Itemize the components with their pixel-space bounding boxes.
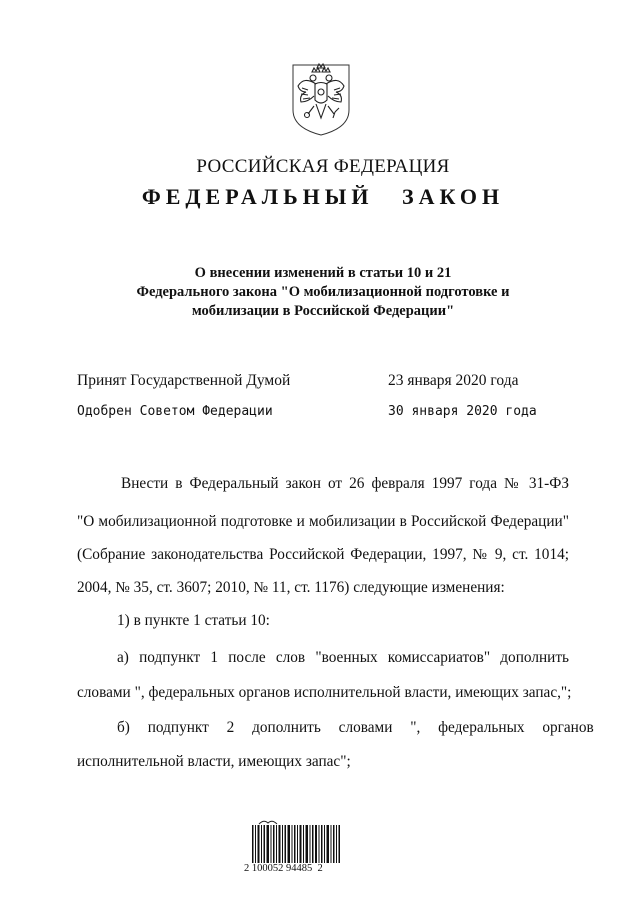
- law-title-line: О внесении изменений в статьи 10 и 21: [194, 265, 452, 281]
- barcode-number: 2 100052 94485 2: [244, 863, 323, 874]
- document-type-heading: ФЕДЕРАЛЬНЫЙ ЗАКОН: [141, 184, 505, 209]
- coat-of-arms-emblem: [290, 62, 352, 137]
- duma-adoption-date: 23 января 2020 года: [388, 372, 519, 389]
- body-line: Внести в Федеральный закон от 26 февраля 1997 года № 31-ФЗ: [121, 475, 569, 492]
- barcode: [252, 825, 340, 863]
- body-line: 1) в пункте 1 статьи 10:: [117, 612, 270, 629]
- law-title-line: Федерального закона "О мобилизационной подготовке и: [136, 284, 510, 300]
- body-line: 2004, № 35, ст. 3607; 2010, № 11, ст. 1176) следующие изменения:: [77, 579, 505, 596]
- body-line: а) подпункт 1 после слов "военных комиссариатов" дополнить: [117, 649, 569, 666]
- body-line: словами ", федеральных органов исполнительной власти, имеющих запас,";: [77, 684, 572, 701]
- council-approval-label: Одобрен Советом Федерации: [77, 404, 273, 419]
- council-approval-date: 30 января 2020 года: [388, 404, 537, 419]
- duma-adoption-label: Принят Государственной Думой: [77, 372, 291, 389]
- body-line: исполнительной власти, имеющих запас";: [77, 753, 351, 770]
- law-title: [100, 264, 546, 321]
- body-line: б) подпункт 2 дополнить словами ", федеральных органов: [117, 719, 594, 736]
- body-line: (Собрание законодательства Российской Федерации, 1997, № 9, ст. 1014;: [77, 546, 569, 563]
- body-line: "О мобилизационной подготовке и мобилизации в Российской Федерации": [77, 513, 569, 530]
- law-title-line: мобилизации в Российской Федерации": [191, 303, 455, 319]
- country-heading: РОССИЙСКАЯ ФЕДЕРАЦИЯ: [196, 156, 450, 177]
